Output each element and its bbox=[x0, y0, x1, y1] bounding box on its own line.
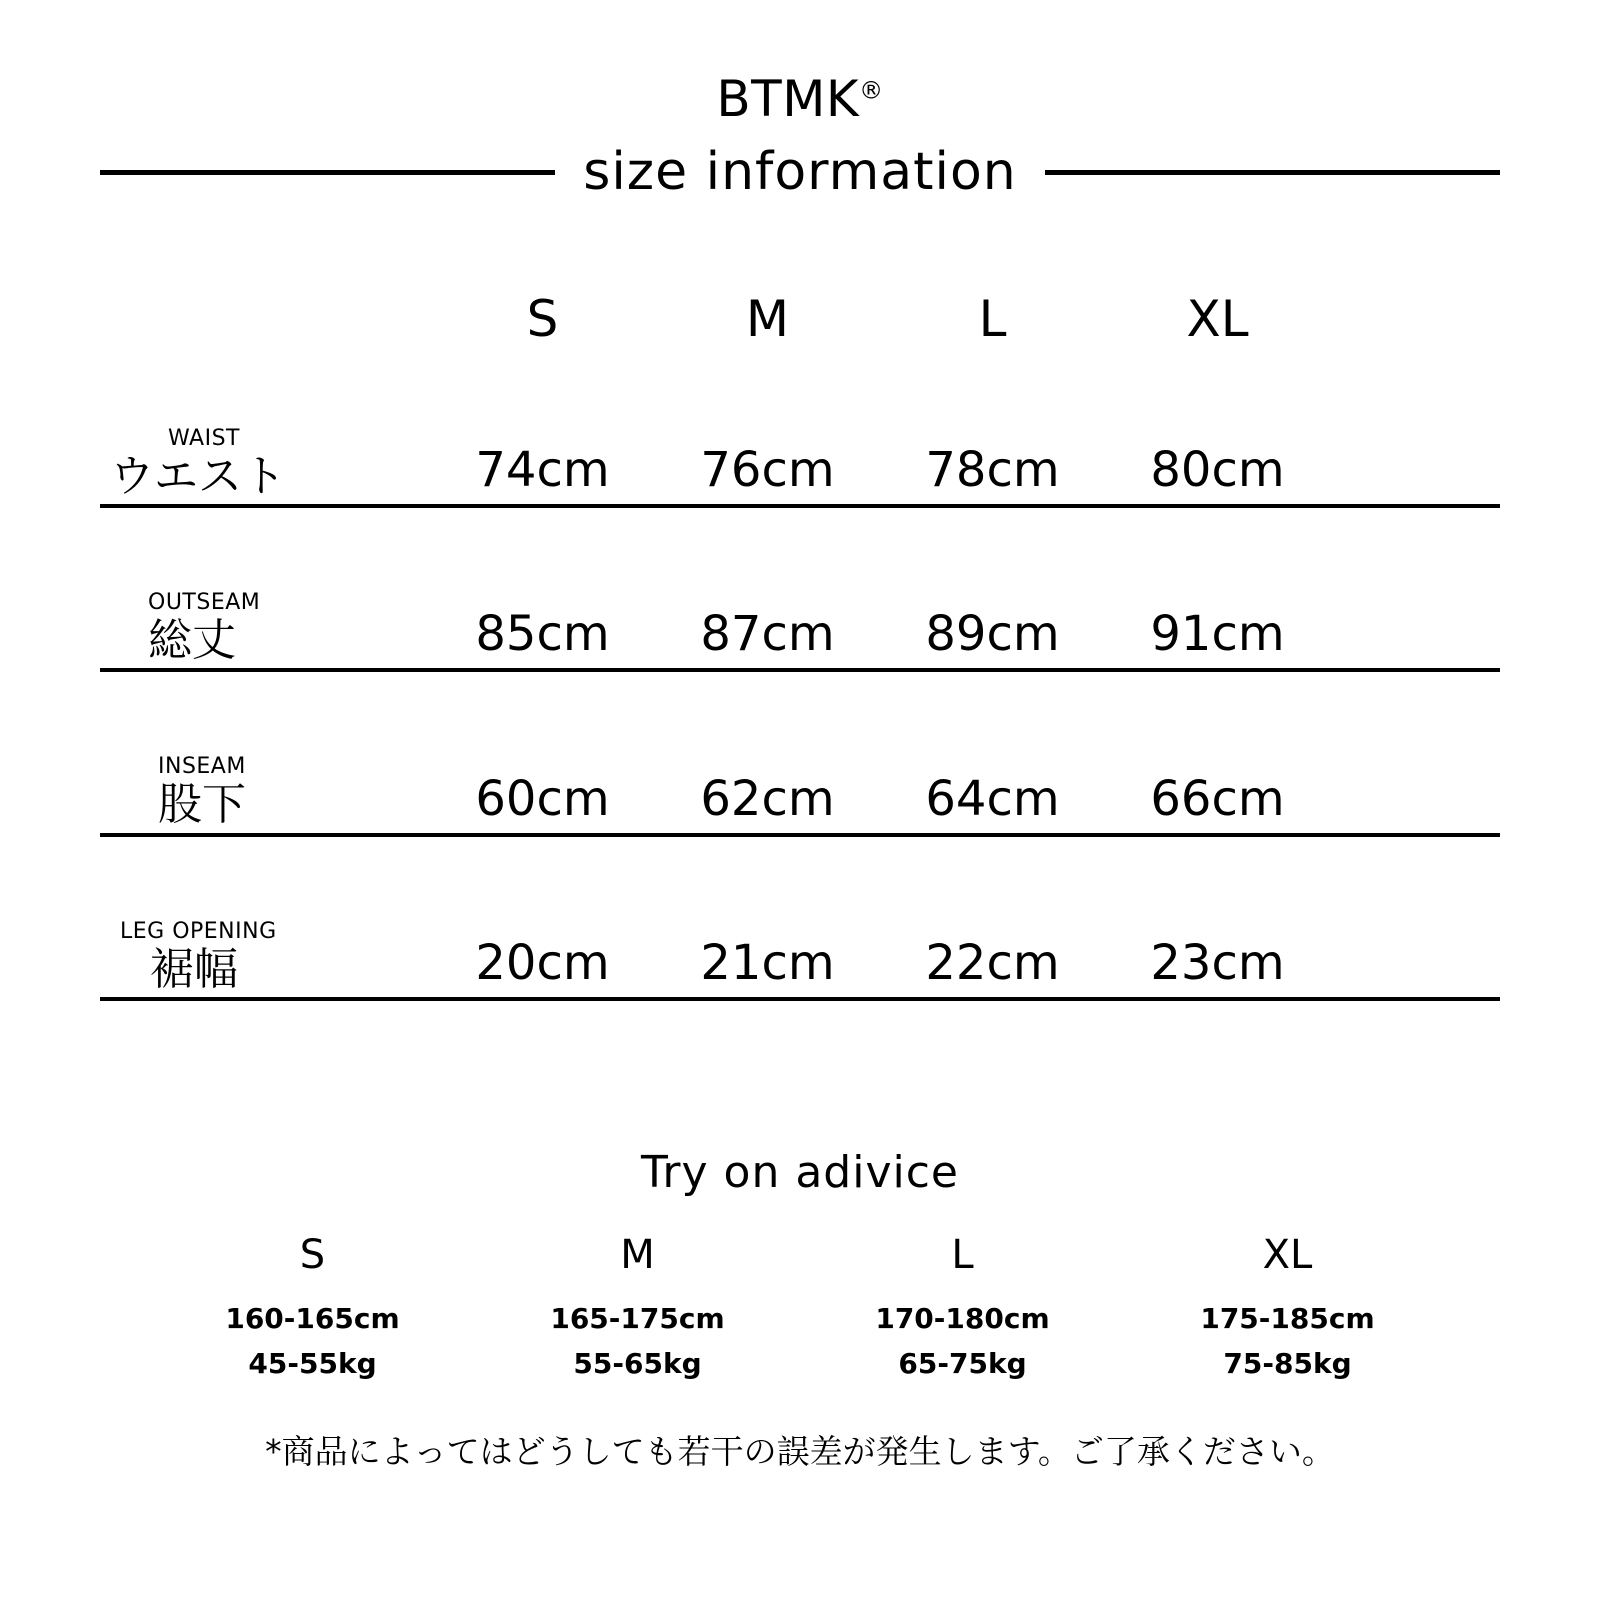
advice-column-s bbox=[150, 1231, 475, 1387]
advice-column-l bbox=[800, 1231, 1125, 1387]
cell-leg-opening-m: 21cm bbox=[700, 934, 835, 991]
table-row-leg-opening bbox=[100, 918, 1500, 1001]
row-label-outseam bbox=[100, 590, 430, 667]
cell-inseam-s: 60cm bbox=[475, 770, 610, 827]
advice-height-xl: 175-185cm bbox=[1200, 1301, 1375, 1335]
row-label-leg-opening bbox=[100, 918, 430, 995]
row-label-inseam bbox=[100, 754, 430, 831]
row-divider-outseam bbox=[100, 668, 1500, 672]
row-label-en-outseam: OUTSEAM bbox=[148, 590, 261, 616]
advice-weight-l: 65-75kg bbox=[898, 1346, 1027, 1380]
brand-title bbox=[0, 0, 1600, 128]
advice-size-m: M bbox=[620, 1231, 655, 1278]
row-label-en-waist: WAIST bbox=[168, 426, 240, 451]
advice-weight-s: 45-55kg bbox=[248, 1346, 377, 1380]
row-label-waist bbox=[100, 428, 430, 500]
cell-waist-s: 74cm bbox=[475, 442, 610, 499]
disclaimer-note: *商品によってはどうしても若干の誤差が発生します。ご了承ください。 bbox=[265, 1432, 1335, 1472]
row-divider-inseam bbox=[100, 833, 1500, 837]
cell-waist-m: 76cm bbox=[700, 442, 835, 499]
cell-leg-opening-l: 22cm bbox=[925, 934, 1060, 991]
advice-column-m bbox=[475, 1231, 800, 1387]
cell-outseam-m: 87cm bbox=[700, 606, 835, 663]
cell-inseam-xl: 66cm bbox=[1150, 770, 1285, 827]
cell-outseam-s: 85cm bbox=[475, 606, 610, 663]
cell-waist-l: 78cm bbox=[925, 442, 1060, 499]
table-row-outseam bbox=[100, 592, 1500, 672]
row-divider-leg-opening bbox=[100, 997, 1500, 1001]
row-label-jp-outseam: 総丈 bbox=[148, 615, 236, 667]
cell-outseam-xl: 91cm bbox=[1150, 606, 1285, 663]
size-table bbox=[0, 290, 1600, 1001]
try-on-advice-section bbox=[0, 1146, 1600, 1472]
advice-weight-m: 55-65kg bbox=[573, 1346, 702, 1380]
advice-weight-xl: 75-85kg bbox=[1223, 1346, 1352, 1380]
row-label-en-leg-opening: LEG OPENING bbox=[120, 918, 277, 944]
advice-size-xl: XL bbox=[1262, 1231, 1313, 1278]
try-on-advice-title: Try on adivice bbox=[641, 1146, 959, 1198]
row-label-jp-waist: ウエスト bbox=[110, 451, 286, 502]
cell-leg-opening-s: 20cm bbox=[475, 934, 610, 991]
advice-height-l: 170-180cm bbox=[875, 1301, 1050, 1335]
size-header-m: M bbox=[745, 290, 790, 348]
title-rule-left bbox=[100, 170, 555, 175]
row-divider-waist bbox=[100, 504, 1500, 508]
advice-size-s: S bbox=[299, 1231, 326, 1278]
try-on-advice-grid bbox=[0, 1231, 1600, 1387]
row-label-en-inseam: INSEAM bbox=[158, 754, 246, 780]
table-row-waist bbox=[100, 428, 1500, 508]
cell-outseam-l: 89cm bbox=[925, 606, 1060, 663]
cell-leg-opening-xl: 23cm bbox=[1150, 934, 1285, 991]
size-header-xl: XL bbox=[1186, 290, 1249, 348]
registered-mark: ® bbox=[859, 76, 884, 105]
page-title: size information bbox=[583, 142, 1017, 202]
advice-height-s: 160-165cm bbox=[225, 1301, 400, 1335]
cell-inseam-m: 62cm bbox=[700, 770, 835, 827]
title-rule-right bbox=[1045, 170, 1500, 175]
table-row-inseam bbox=[100, 756, 1500, 836]
size-header-row bbox=[100, 290, 1500, 348]
page-title-row bbox=[0, 142, 1600, 202]
size-header-l: L bbox=[978, 290, 1007, 348]
size-header-s: S bbox=[526, 290, 559, 348]
brand-name: BTMK bbox=[716, 70, 860, 128]
cell-inseam-l: 64cm bbox=[925, 770, 1060, 827]
advice-column-xl bbox=[1125, 1231, 1450, 1387]
cell-waist-xl: 80cm bbox=[1150, 442, 1285, 499]
row-label-jp-inseam: 股下 bbox=[158, 779, 246, 831]
advice-size-l: L bbox=[951, 1231, 974, 1278]
row-label-jp-leg-opening: 裾幅 bbox=[150, 943, 238, 995]
advice-height-m: 165-175cm bbox=[550, 1301, 725, 1335]
